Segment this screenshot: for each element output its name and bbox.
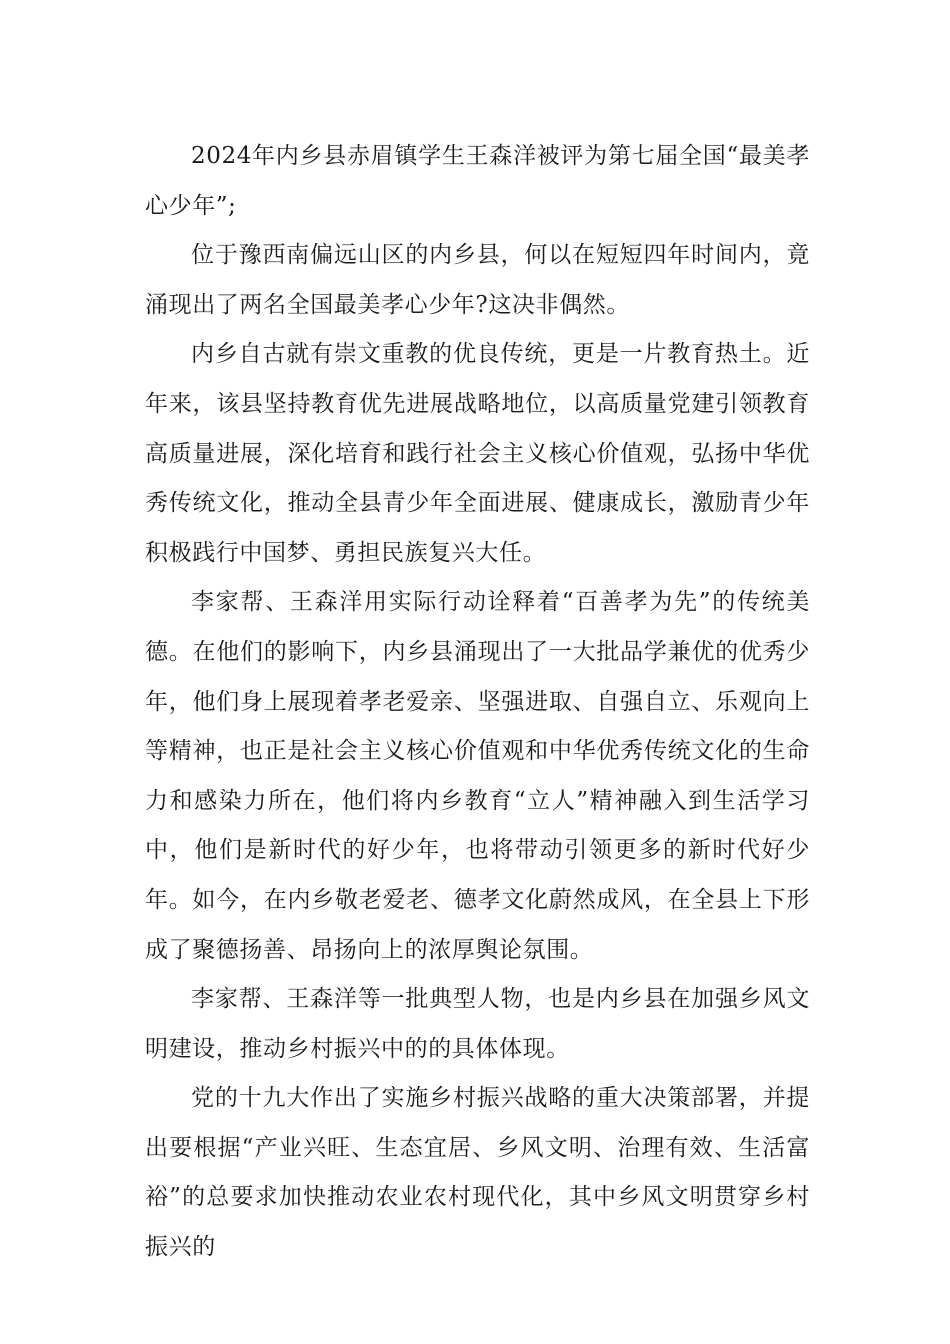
paragraph-5: 李家帮、王森洋等一批典型人物，也是内乡县在加强乡风文明建设，推动乡村振兴中的的具体体现。 — [145, 986, 810, 1062]
paragraph-6: 党的十九大作出了实施乡村振兴战略的重大决策部署，并提出要根据“产业兴旺、生态宜居、乡风文明、治理有效、生活富裕”的总要求加快推动农业农村现代化，其中乡风文明贯穿乡村振兴的 — [145, 1085, 810, 1261]
paragraph-1: 2024年内乡县赤眉镇学生王森洋被评为第七届全国“最美孝心少年”; — [145, 143, 810, 219]
paragraph-4: 李家帮、王森洋用实际行动诠释着“百善孝为先”的传统美德。在他们的影响下，内乡县涌现出了一大批品学兼优的优秀少年，他们身上展现着孝老爱亲、坚强进取、自强自立、乐观向上等精神，也正是社会主义核心价值观和中华优秀传统文化的生命力和感染力所在，他们将内乡教育“立人”精神融入到生活学习中，他们是新时代的好少年，也将带动引领更多的新时代好少年。如今，在内乡敬老爱老、德孝文化蔚然成风，在全县上下形成了聚德扬善、昂扬向上的浓厚舆论氛围。 — [145, 589, 810, 963]
paragraph-2: 位于豫西南偏远山区的内乡县，何以在短短四年时间内，竟涌现出了两名全国最美孝心少年?这决非偶然。 — [145, 242, 810, 318]
document-body — [145, 132, 810, 1273]
paragraph-3: 内乡自古就有崇文重教的优良传统，更是一片教育热土。近年来，该县坚持教育优先进展战略地位，以高质量党建引领教育高质量进展，深化培育和践行社会主义核心价值观，弘扬中华优秀传统文化，推动全县青少年全面进展、健康成长，激励青少年积极践行中国梦、勇担民族复兴大任。 — [145, 341, 810, 566]
